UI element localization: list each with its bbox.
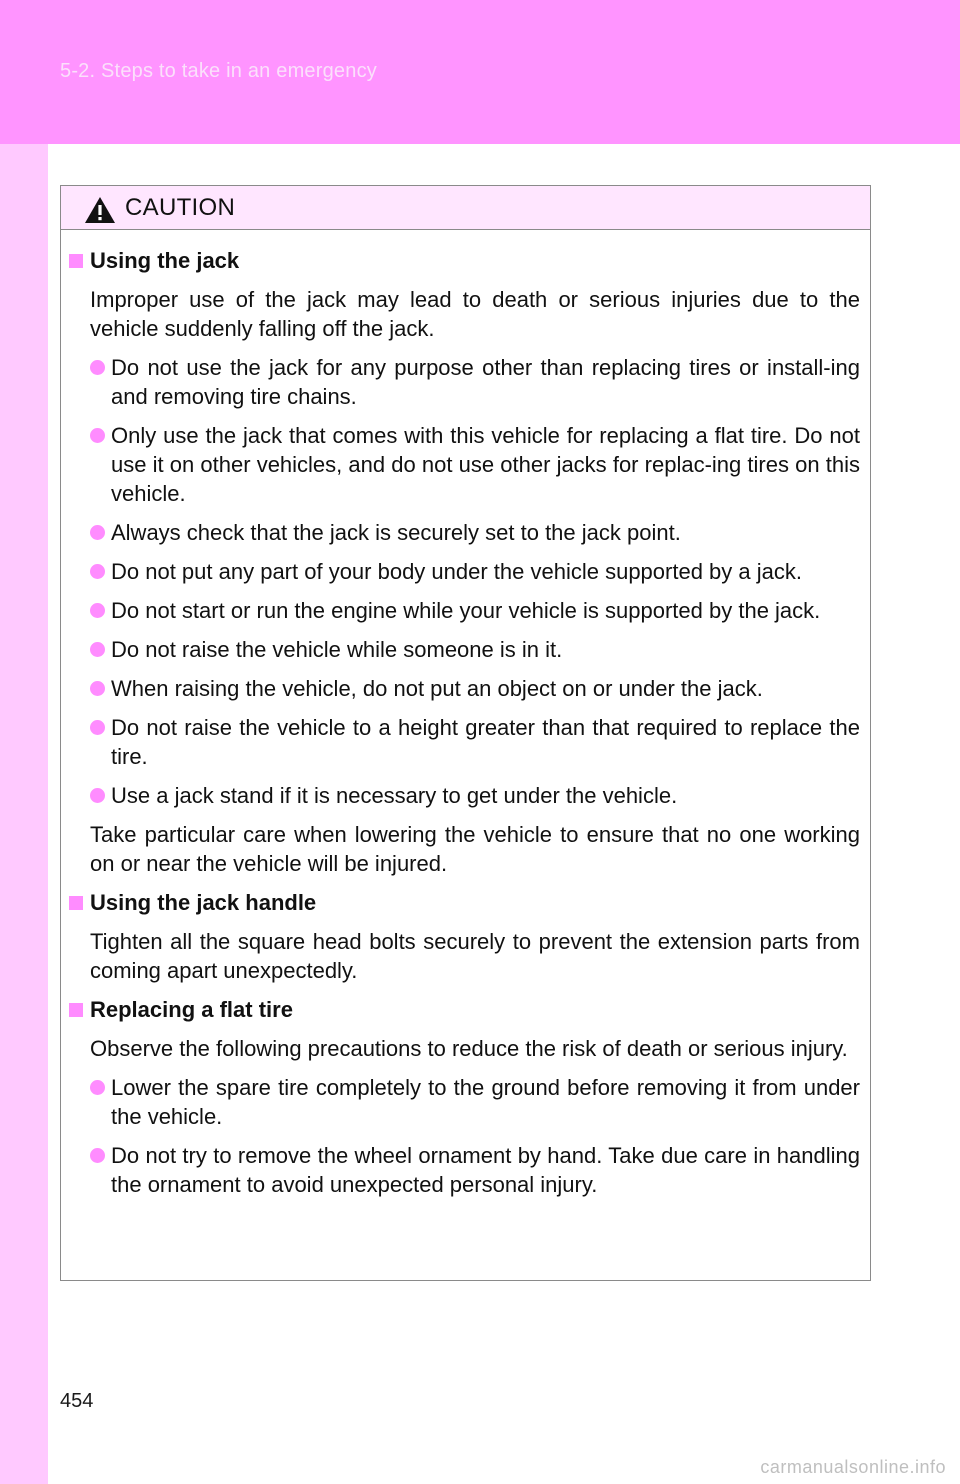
section-title: 5-2. Steps to take in an emergency <box>60 60 377 82</box>
topic-heading-flat-tire: Replacing a flat tire <box>69 995 860 1024</box>
list-item: Do not raise the vehicle while someone is in it. <box>90 635 860 664</box>
list-item: Do not start or run the engine while your vehicle is supported by the jack. <box>90 596 860 625</box>
circle-bullet-icon <box>90 564 105 579</box>
topic-heading-jack: Using the jack <box>69 246 860 275</box>
circle-bullet-icon <box>90 1148 105 1163</box>
watermark: carmanualsonline.info <box>760 1457 946 1477</box>
list-item: Lower the spare tire completely to the ground before removing it from under the vehicle. <box>90 1073 860 1131</box>
list-item: Only use the jack that comes with this vehicle for replacing a flat tire. Do not use it on other vehicles, and do not use other jacks for replac-ing tires on this vehicle. <box>90 421 860 508</box>
list-item: Do not put any part of your body under the vehicle supported by a jack. <box>90 557 860 586</box>
page-number: 454 <box>60 1390 94 1412</box>
paragraph: Observe the following precautions to reduce the risk of death or serious injury. <box>90 1036 848 1061</box>
list-item: Use a jack stand if it is necessary to get under the vehicle. <box>90 781 860 810</box>
square-bullet-icon <box>69 1003 83 1017</box>
caution-box <box>60 185 871 1281</box>
circle-bullet-icon <box>90 428 105 443</box>
circle-bullet-icon <box>90 360 105 375</box>
list-item: Do not use the jack for any purpose other than replacing tires or install-ing and removing tire chains. <box>90 353 860 411</box>
caution-body <box>61 230 870 1199</box>
paragraph: Improper use of the jack may lead to death or serious injuries due to the vehicle suddenly falling off the jack. <box>90 287 860 341</box>
circle-bullet-icon <box>90 681 105 696</box>
circle-bullet-icon <box>90 525 105 540</box>
topic-heading-jack-handle: Using the jack handle <box>69 888 860 917</box>
list-item: When raising the vehicle, do not put an object on or under the jack. <box>90 674 860 703</box>
circle-bullet-icon <box>90 720 105 735</box>
caution-label: CAUTION <box>125 193 236 221</box>
square-bullet-icon <box>69 896 83 910</box>
circle-bullet-icon <box>90 603 105 618</box>
list-item: Do not raise the vehicle to a height greater than that required to replace the tire. <box>90 713 860 771</box>
paragraph: Take particular care when lowering the vehicle to ensure that no one working on or near the vehicle will be injured. <box>90 822 860 876</box>
circle-bullet-icon <box>90 788 105 803</box>
paragraph: Tighten all the square head bolts securely to prevent the extension parts from coming apart unexpectedly. <box>90 929 860 983</box>
list-item: Do not try to remove the wheel ornament by hand. Take due care in handling the ornament to avoid unexpected personal injury. <box>90 1141 860 1199</box>
caution-header <box>61 186 870 230</box>
circle-bullet-icon <box>90 642 105 657</box>
page-side-strip <box>0 144 48 1484</box>
warning-triangle-icon <box>83 195 117 225</box>
square-bullet-icon <box>69 254 83 268</box>
list-item: Always check that the jack is securely set to the jack point. <box>90 518 860 547</box>
circle-bullet-icon <box>90 1080 105 1095</box>
